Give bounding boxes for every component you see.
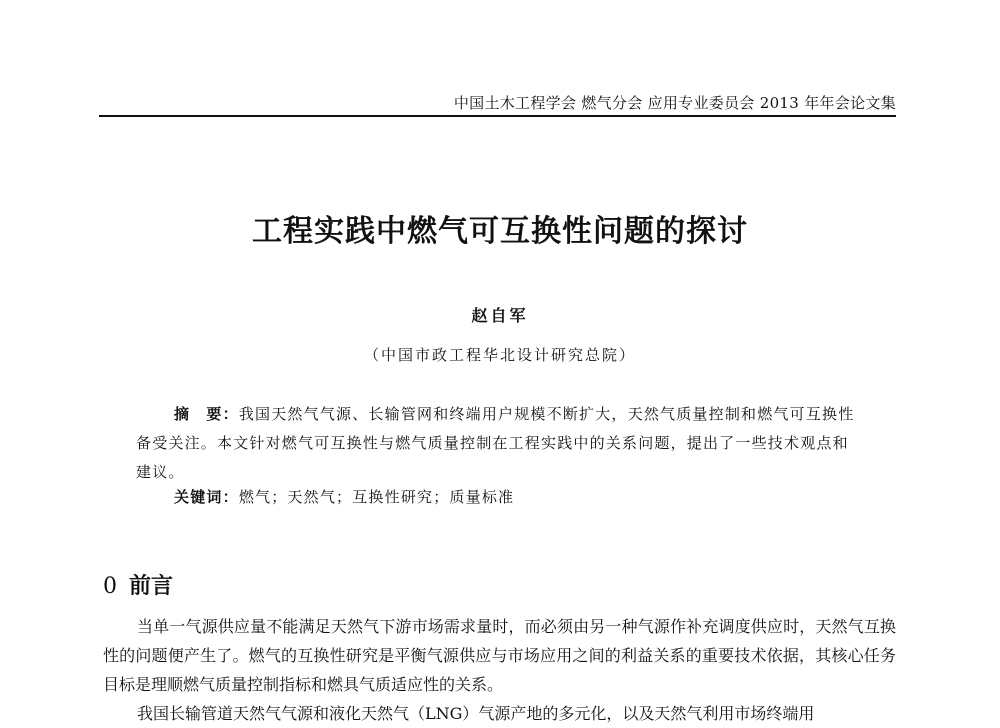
body-text: [103, 612, 896, 728]
author-name: 赵自军: [471, 306, 529, 325]
header-rule: [99, 115, 896, 117]
section-heading: [103, 569, 173, 600]
body-paragraph: 当单一气源供应量不能满足天然气下游市场需求量时，而必须由另一种气源作补充调度供应时，天然气互换性的问题便产生了。燃气的互换性研究是平衡气源供应与市场应用之间的利益关系的重要技术依据，其核心任务目标是理顺燃气质量控制指标和燃具气质适应性的关系。: [103, 617, 896, 694]
keywords: [174, 486, 514, 507]
paper-title: 工程实践中燃气可互换性问题的探讨: [252, 214, 748, 249]
body-paragraph: 我国长输管道天然气气源和液化天然气（LNG）气源产地的多元化，以及天然气利用市场终端用: [137, 704, 815, 723]
section-number: 0: [103, 574, 117, 599]
abstract-paragraph: [136, 400, 858, 487]
keywords-label: 关键词：: [174, 488, 239, 506]
abstract-label: 摘 要：: [174, 405, 239, 423]
running-header: 中国土木工程学会 燃气分会 应用专业委员会 2013 年年会论文集: [453, 94, 896, 112]
author-affiliation: （中国市政工程华北设计研究总院）: [363, 346, 636, 364]
abstract: [136, 400, 858, 487]
section-title: 前言: [129, 573, 174, 599]
abstract-text: 我国天然气气源、长输管网和终端用户规模不断扩大，天然气质量控制和燃气可互换性备受关注。本文针对燃气可互换性与燃气质量控制在工程实践中的关系问题，提出了一些技术观点和建议。: [136, 405, 855, 481]
keywords-text: 燃气；天然气；互换性研究；质量标准: [238, 488, 515, 506]
